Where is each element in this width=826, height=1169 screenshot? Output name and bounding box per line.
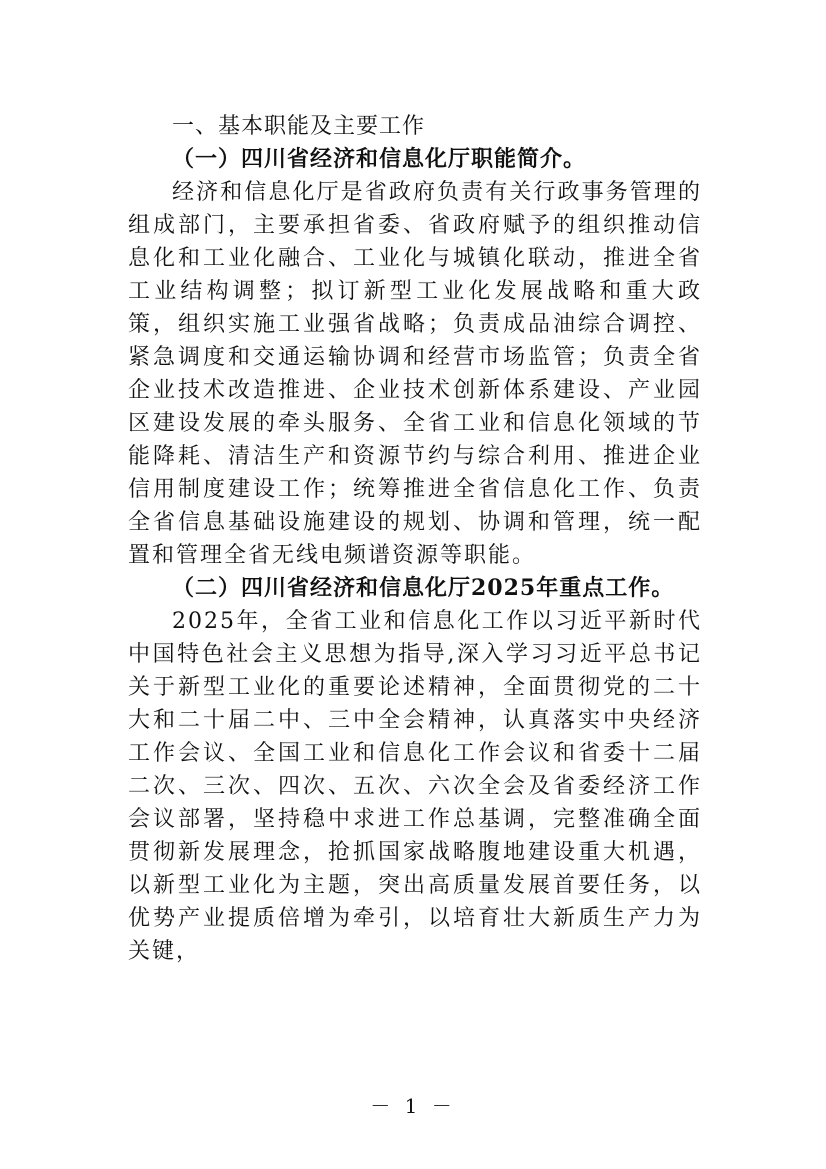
page-number: － 1 － bbox=[370, 1094, 456, 1118]
section-title: 一、基本职能及主要工作 bbox=[172, 114, 426, 139]
document-body bbox=[128, 110, 702, 968]
paragraph-2: 2025年，全省工业和信息化工作以习近平新时代中国特色社会主义思想为指导,深入学习习近平总书记关于新型工业化的重要论述精神，全面贯彻党的二十大和二十届二中、三中全会精神，认真落实中央经济工作会议、全国工业和信息化工作会议和省委十二届二次、三次、四次、五次、六次全会及省委经济工作会议部署，坚持稳中求进工作总基调，完整准确全面贯彻新发展理念，抢抓国家战略腹地建设重大机遇，以新型工业化为主题，突出高质量发展首要任务，以优势产业提质倍增为牵引，以培育壮大新质生产力为关键， bbox=[128, 609, 702, 964]
subsection-title-1: （一）四川省经济和信息化厅职能简介。 bbox=[172, 146, 587, 172]
subsection-title-2: （二）四川省经济和信息化厅2025年重点工作。 bbox=[172, 575, 675, 601]
paragraph-1: 经济和信息化厅是省政府负责有关行政事务管理的组成部门，主要承担省委、省政府赋予的组织推动信息化和工业化融合、工业化与城镇化联动，推进全省工业结构调整；拟订新型工业化发展战略和重大政策，组织实施工业强省战略；负责成品油综合调控、紧急调度和交通运输协调和经营市场监管；负责全省企业技术改造推进、企业技术创新体系建设、产业园区建设发展的牵头服务、全省工业和信息化领域的节能降耗、清洁生产和资源节约与综合利用、推进企业信用制度建设工作；统筹推进全省信息化工作、负责全省信息基础设施建设的规划、协调和管理，统一配置和管理全省无线电频谱资源等职能。 bbox=[128, 180, 702, 568]
